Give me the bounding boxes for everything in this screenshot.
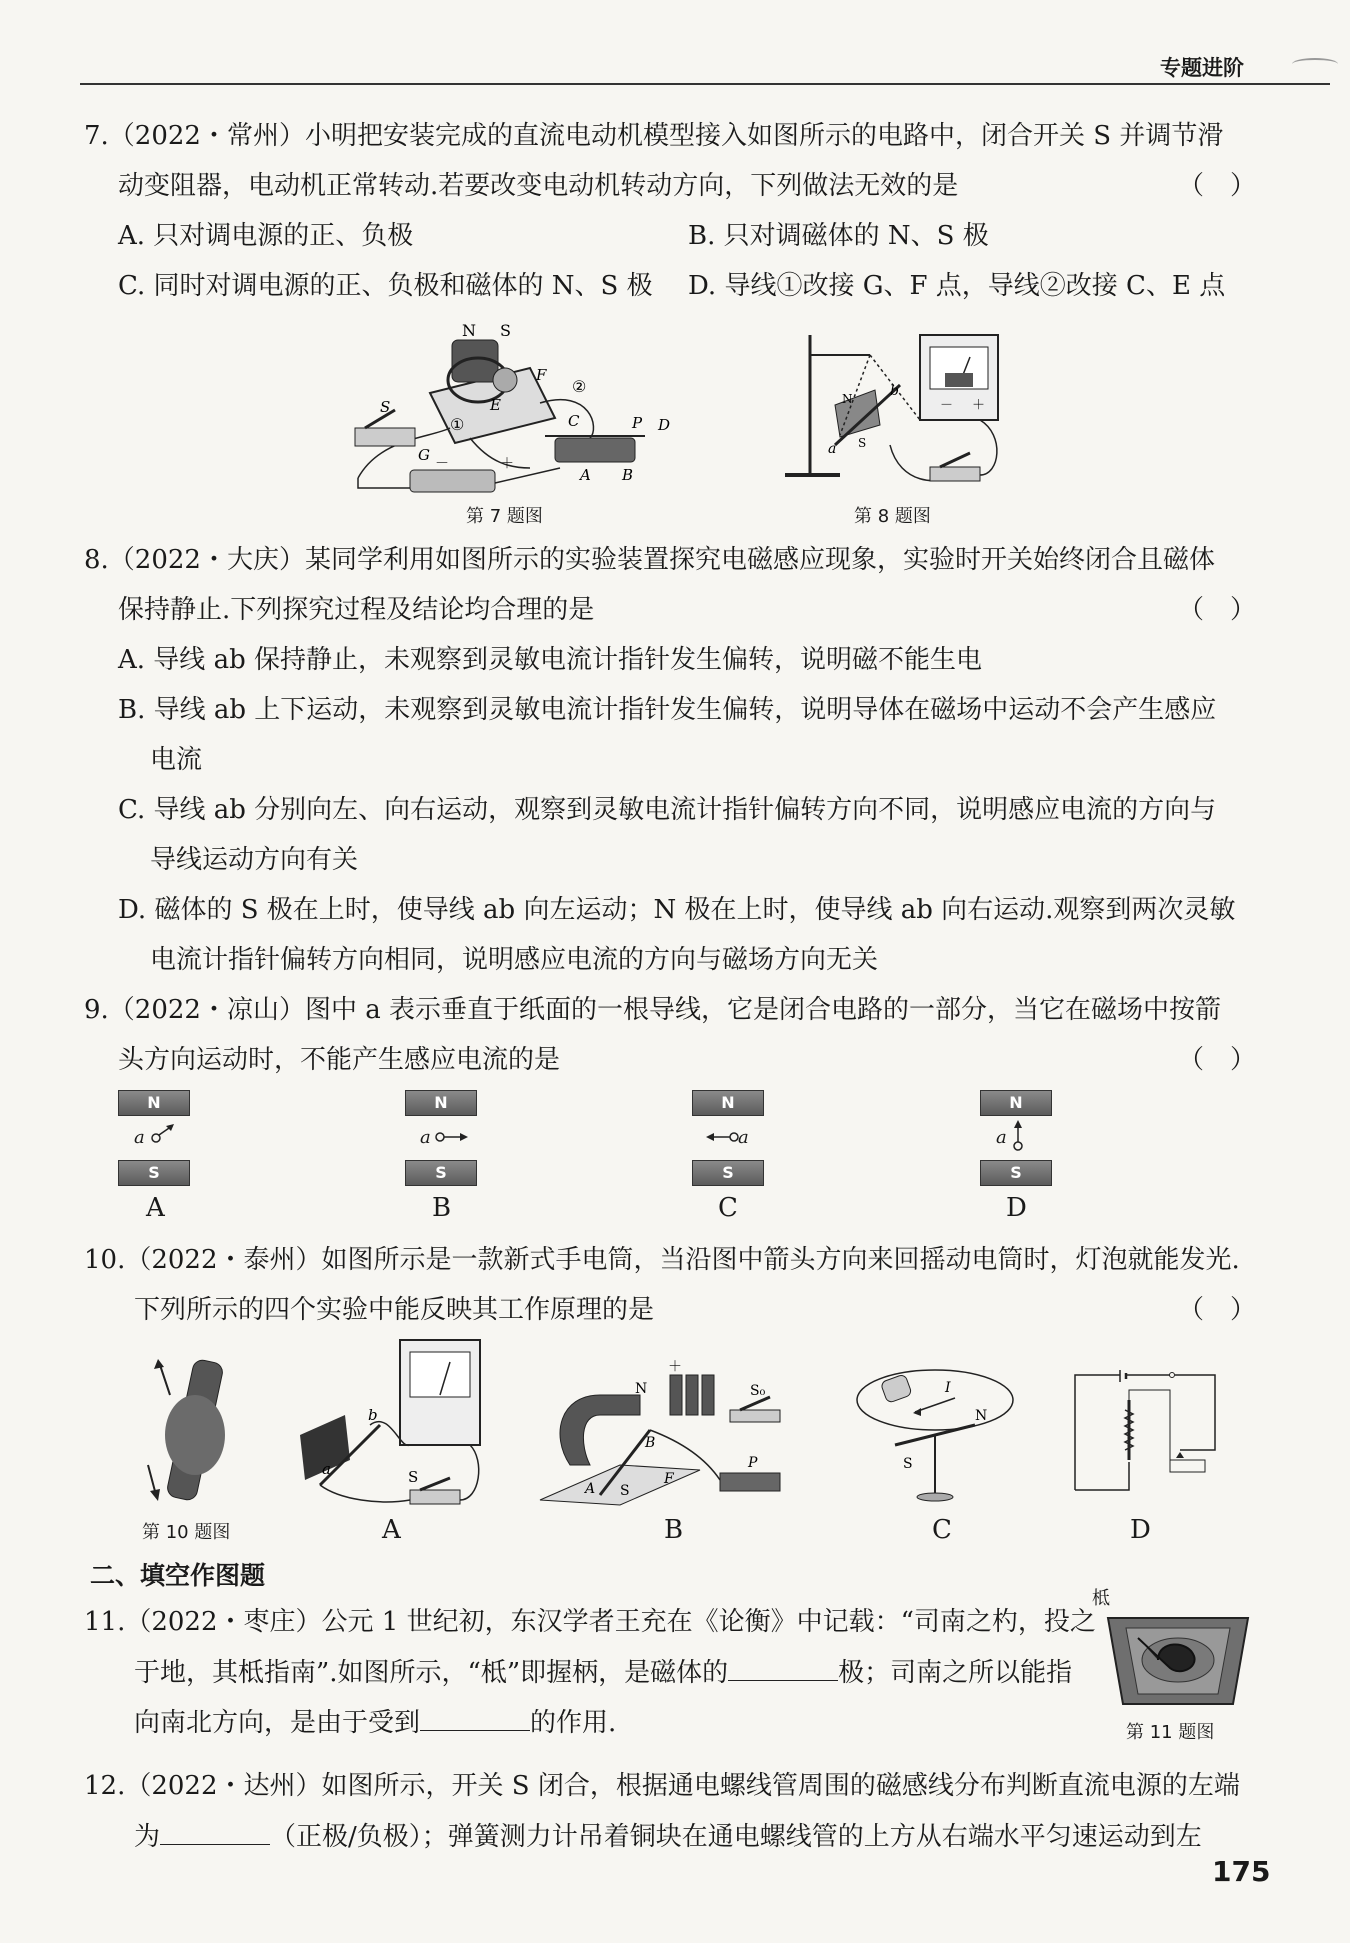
q7-fig-label-wire2: ② — [572, 377, 587, 396]
q7-option-a: A. 只对调电源的正、负极 — [118, 221, 414, 251]
q9-c-wire-label: a — [738, 1127, 749, 1148]
q10-b-label-n: N — [635, 1381, 648, 1397]
q10-option-a-letter: A — [382, 1515, 401, 1545]
q7-fig-label-minus: － — [435, 456, 449, 472]
q10-c-label-s: S — [903, 1456, 913, 1472]
q8-option-b-line2: 电流 — [150, 745, 203, 775]
section-title: 二、填空作图题 — [90, 1561, 266, 1590]
q7-fig-label-f: F — [536, 366, 547, 384]
q8-induction-figure — [780, 325, 1010, 495]
q9-answer-paren: （ ） — [1178, 1045, 1257, 1075]
q8-fig-label-a: a — [828, 441, 837, 457]
q7-fig-label-wire1: ① — [450, 415, 465, 434]
q8-fig-label-b: b — [890, 383, 899, 399]
q12-stem-line1: 12.（2022・达州）如图所示，开关 S 闭合，根据通电螺线管周围的磁感线分布判断直流电源的左端 — [84, 1771, 1240, 1801]
q9-b-letter: B — [432, 1193, 452, 1223]
q12-line2-text-a: 为 — [134, 1822, 161, 1852]
q8-fig-label-minus: － — [940, 398, 954, 413]
q11-blank-2[interactable] — [420, 1706, 530, 1731]
header-label: 专题进阶 — [1160, 56, 1244, 80]
q9-b-north-pole: N — [405, 1090, 477, 1116]
q7-answer-paren: （ ） — [1178, 171, 1257, 201]
q9-d-arrow-icon — [1008, 1118, 1028, 1154]
q11-line2-text-a: 于地，其柢指南”.如图所示，“柢”即握柄，是磁体的 — [134, 1658, 729, 1688]
q10-option-b-letter: B — [664, 1515, 684, 1545]
q7-fig-label-n: N — [462, 321, 476, 340]
q7-stem-line2: 动变阻器，电动机正常转动.若要改变电动机转动方向，下列做法无效的是 — [118, 171, 959, 201]
q8-option-a: A. 导线 ab 保持静止，未观察到灵敏电流计指针发生偏转，说明磁不能生电 — [118, 645, 982, 675]
q7-fig-label-c: C — [568, 412, 580, 430]
q8-stem-line1: 8.（2022・大庆）某同学利用如图所示的实验装置探究电磁感应现象，实验时开关始终闭合且磁体 — [84, 545, 1215, 575]
q9-a-wire-label: a — [134, 1127, 145, 1148]
q7-fig-label-switch: S — [380, 398, 391, 416]
q10-d-figure — [1070, 1370, 1220, 1500]
q8-stem-line2: 保持静止.下列探究过程及结论均合理的是 — [118, 595, 595, 625]
q8-option-c-line1: C. 导线 ab 分别向左、向右运动，观察到灵敏电流计指针偏转方向不同，说明感应电流的方向与 — [118, 795, 1217, 825]
q8-fig-caption: 第 8 题图 — [854, 506, 931, 527]
q10-a-label-s: S — [408, 1468, 419, 1486]
q11-fig-caption: 第 11 题图 — [1126, 1722, 1215, 1743]
q7-option-d: D. 导线①改接 G、F 点，导线②改接 C、E 点 — [688, 271, 1226, 301]
q10-a-figure — [300, 1340, 490, 1510]
q11-stem-line1: 11.（2022・枣庄）公元 1 世纪初，东汉学者王充在《论衡》中记载：“司南之杓，投之 — [84, 1607, 1096, 1637]
q10-b-label-a: A — [585, 1481, 596, 1497]
q9-a-letter: A — [146, 1193, 165, 1223]
q7-stem-line1: 7.（2022・常州）小明把安装完成的直流电动机模型接入如图所示的电路中，闭合开关 S 并调节滑 — [84, 121, 1224, 151]
q7-fig-label-g: G — [418, 446, 430, 464]
q8-fig-label-n: N — [842, 392, 853, 406]
q7-fig-caption: 第 7 题图 — [466, 506, 543, 527]
q8-option-d-line2: 电流计指针偏转方向相同，说明感应电流的方向与磁场方向无关 — [150, 945, 879, 975]
q10-option-c-letter: C — [932, 1515, 952, 1545]
q9-b-arrow-icon — [434, 1124, 474, 1150]
header-rule — [80, 83, 1330, 85]
q12-blank-1[interactable] — [160, 1820, 270, 1845]
q9-d-north-pole: N — [980, 1090, 1052, 1116]
q10-stem-line2: 下列所示的四个实验中能反映其工作原理的是 — [134, 1295, 655, 1325]
q7-option-c: C. 同时对调电源的正、负极和磁体的 N、S 极 — [118, 271, 653, 301]
q8-option-c-line2: 导线运动方向有关 — [150, 845, 359, 875]
q7-motor-circuit-figure — [340, 318, 700, 498]
q10-c-label-n: N — [975, 1408, 988, 1424]
q9-d-letter: D — [1006, 1193, 1027, 1223]
q11-compass-figure — [1108, 1598, 1248, 1704]
q11-stem-line2 — [134, 1656, 1072, 1689]
q11-stem-line3 — [134, 1706, 616, 1739]
page-number: 175 — [1212, 1855, 1271, 1888]
q10-c-label-i: I — [945, 1380, 951, 1396]
header-decoration — [1292, 58, 1338, 70]
q7-fig-label-p: P — [632, 414, 643, 432]
q10-fig-caption: 第 10 题图 — [142, 1522, 231, 1543]
q11-line2-text-b: 极；司南之所以能指 — [838, 1658, 1073, 1688]
q10-b-label-s: S — [620, 1483, 630, 1499]
q7-fig-label-d: D — [658, 416, 671, 434]
q10-b-label-b: B — [645, 1435, 656, 1451]
q8-answer-paren: （ ） — [1178, 595, 1257, 625]
q9-b-wire-label: a — [420, 1127, 431, 1148]
q9-stem-line2: 头方向运动时，不能产生感应电流的是 — [118, 1045, 561, 1075]
q10-flashlight-figure — [140, 1355, 250, 1505]
q9-stem-line1: 9.（2022・凉山）图中 a 表示垂直于纸面的一根导线，它是闭合电路的一部分，当它在磁场中按箭 — [84, 995, 1222, 1025]
q11-blank-1[interactable] — [728, 1656, 838, 1681]
q9-d-wire-label: a — [996, 1127, 1007, 1148]
q11-line3-text-b: 的作用. — [530, 1708, 617, 1738]
q9-c-north-pole: N — [692, 1090, 764, 1116]
q8-fig-label-s: S — [858, 436, 867, 450]
q11-fig-label: 柢 — [1092, 1588, 1110, 1609]
q7-fig-label-s: S — [500, 321, 511, 340]
q9-c-south-pole: S — [692, 1160, 764, 1186]
q7-fig-label-b: B — [622, 466, 634, 484]
q10-b-label-f: F — [664, 1471, 674, 1487]
q11-line3-text-a: 向南北方向，是由于受到 — [134, 1708, 421, 1738]
q9-d-south-pole: S — [980, 1160, 1052, 1186]
q9-a-arrow-icon — [150, 1122, 180, 1152]
q10-b-label-p: P — [748, 1455, 758, 1471]
q10-option-d-letter: D — [1130, 1515, 1151, 1545]
q9-c-letter: C — [718, 1193, 738, 1223]
q12-line2-text-b: （正极/负极）；弹簧测力计吊着铜块在通电螺线管的上方从右端水平匀速运动到左 — [270, 1822, 1202, 1852]
q7-fig-label-e: E — [490, 396, 501, 414]
q9-a-north-pole: N — [118, 1090, 190, 1116]
q9-b-south-pole: S — [405, 1160, 477, 1186]
q10-b-label-s0: S₀ — [750, 1383, 766, 1399]
q10-a-label-b: b — [368, 1406, 378, 1424]
q10-answer-paren: （ ） — [1178, 1295, 1257, 1325]
q10-b-label-plus: ＋ — [668, 1359, 682, 1375]
q8-option-b-line1: B. 导线 ab 上下运动，未观察到灵敏电流计指针发生偏转，说明导体在磁场中运动不会产生感应 — [118, 695, 1217, 725]
q10-b-figure — [540, 1355, 780, 1515]
q7-option-b: B. 只对调磁体的 N、S 极 — [688, 221, 989, 251]
q10-a-label-a: a — [322, 1460, 331, 1478]
q7-fig-label-a: A — [580, 466, 591, 484]
q12-stem-line2 — [134, 1820, 1202, 1853]
q10-stem-line1: 10.（2022・泰州）如图所示是一款新式手电筒，当沿图中箭头方向来回摇动电筒时，灯泡就能发光. — [84, 1245, 1240, 1275]
q7-fig-label-plus: ＋ — [500, 456, 514, 472]
q9-a-south-pole: S — [118, 1160, 190, 1186]
q10-c-figure — [855, 1360, 1015, 1510]
q8-fig-label-plus: ＋ — [972, 398, 986, 413]
q8-option-d-line1: D. 磁体的 S 极在上时，使导线 ab 向左运动；N 极在上时，使导线 ab 向右运动.观察到两次灵敏 — [118, 895, 1236, 925]
